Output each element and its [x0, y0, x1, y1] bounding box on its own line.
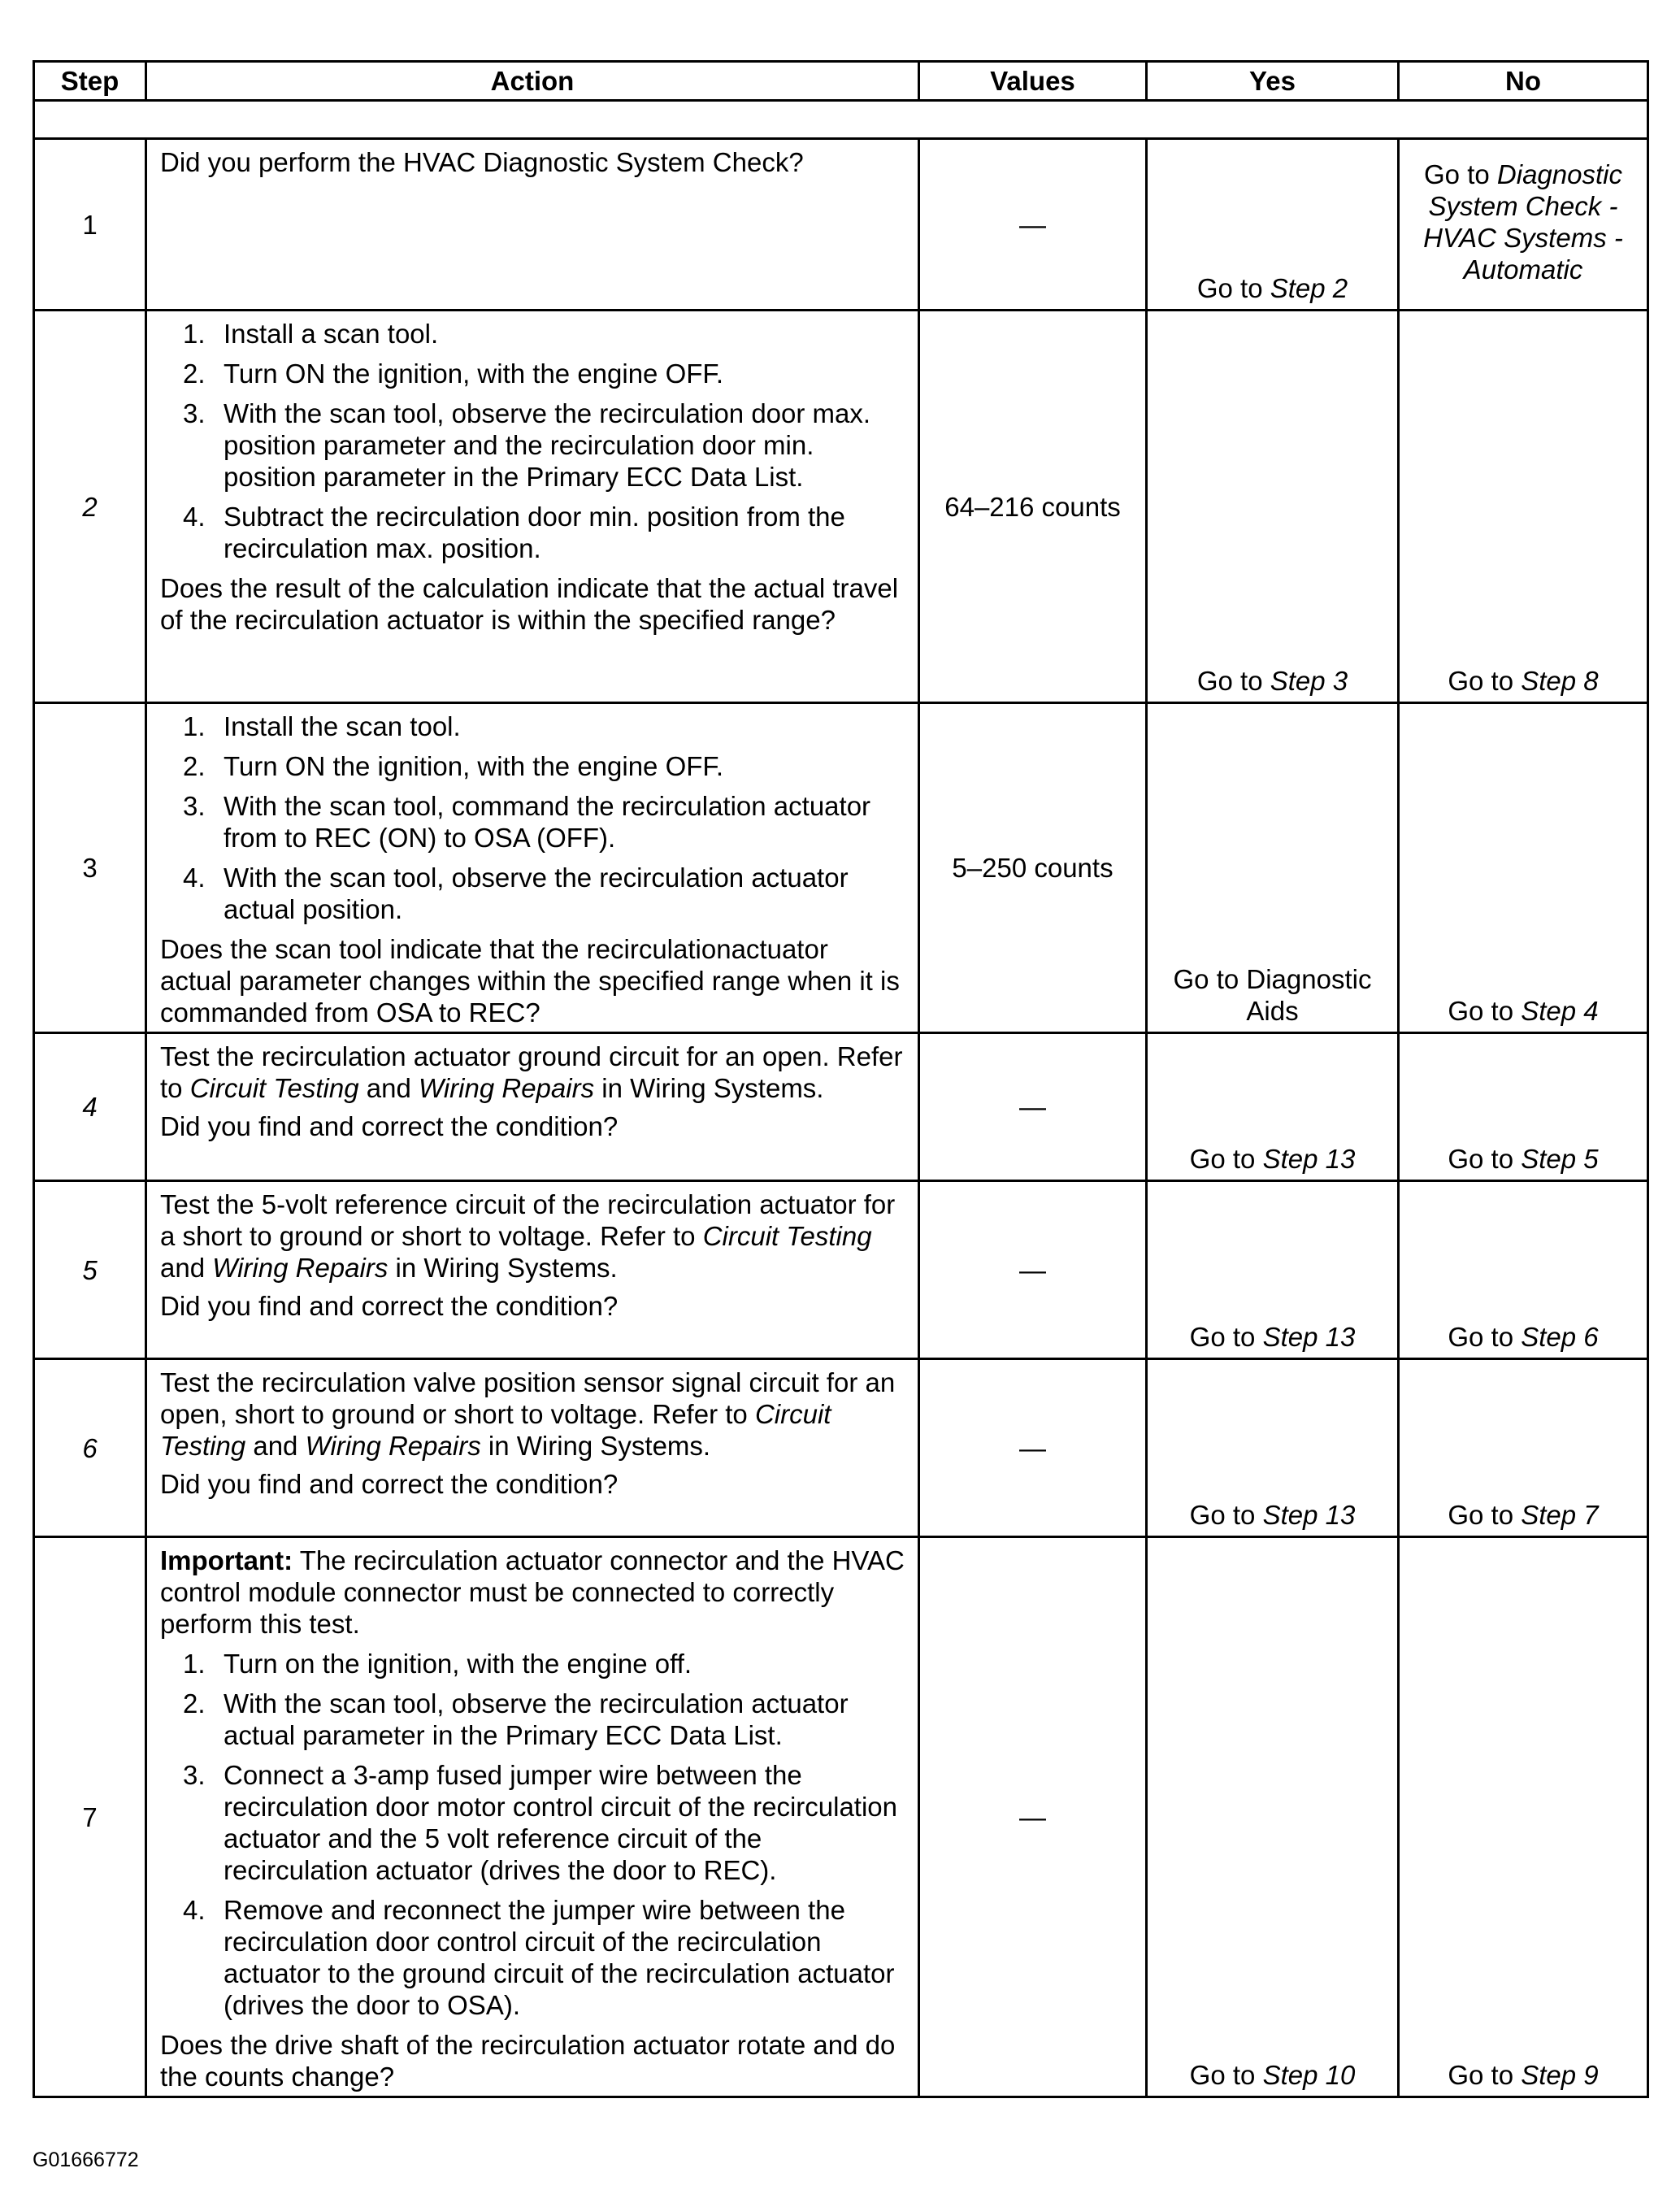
no-prefix: Go to — [1424, 159, 1497, 189]
item-number: 2. — [183, 358, 206, 389]
list-item — [160, 862, 905, 925]
item-text: Connect a 3-amp fused jumper wire between the recirculation door motor control circuit of the recirculation actuator and the 5 volt reference circuit of the recirculation actuator (drives the door to REC). — [224, 1760, 898, 1885]
wiring-repairs-link[interactable]: Wiring Repairs — [212, 1253, 389, 1283]
item-text: With the scan tool, observe the recirculation actuator actual position. — [224, 863, 849, 924]
no-prefix: Go to — [1448, 1500, 1522, 1530]
item-number: 3. — [183, 1760, 206, 1790]
instruction-body: Test the recirculation actuator ground circuit for an open. Refer to — [160, 1041, 903, 1103]
step-number: 6 — [34, 1359, 146, 1537]
step-number: 1 — [34, 139, 146, 311]
value-cell: — — [919, 139, 1147, 311]
table-row — [34, 1033, 1648, 1181]
table-row — [34, 1359, 1648, 1537]
instruction-tail: in Wiring Systems. — [480, 1431, 711, 1461]
item-number: 4. — [183, 1895, 206, 1925]
action-cell — [146, 139, 919, 311]
no-prefix: Go to — [1448, 996, 1522, 1026]
item-text: With the scan tool, command the recirculation actuator from to REC (ON) to OSA (OFF). — [224, 791, 871, 853]
no-cell — [1399, 311, 1648, 703]
table-row — [34, 1181, 1648, 1359]
item-number: 3. — [183, 791, 206, 821]
step-number: 7 — [34, 1537, 146, 2097]
yes-step-link[interactable]: Step 10 — [1262, 2060, 1356, 2090]
header-values: Values — [919, 62, 1147, 101]
spacer-row — [34, 101, 1648, 139]
list-item — [160, 710, 905, 742]
list-item — [160, 501, 905, 564]
item-text: Subtract the recirculation door min. position from the recirculation max. position. — [224, 502, 845, 563]
list-item — [160, 1894, 905, 2021]
header-action: Action — [146, 62, 919, 101]
no-step-link[interactable]: Step 5 — [1521, 1144, 1599, 1174]
no-cell — [1399, 139, 1648, 311]
list-item — [160, 1688, 905, 1751]
value-cell: — — [919, 1359, 1147, 1537]
no-cell — [1399, 703, 1648, 1033]
question-text: Did you find and correct the condition? — [160, 1291, 619, 1321]
wiring-repairs-link[interactable]: Wiring Repairs — [305, 1431, 481, 1461]
instruction-body: Test the recirculation valve position sensor signal circuit for an open, short to ground or short to voltage. Refer to — [160, 1367, 896, 1429]
no-prefix: Go to — [1448, 1144, 1522, 1174]
step-number: 4 — [34, 1033, 146, 1181]
value-cell: — — [919, 1537, 1147, 2097]
no-step-link[interactable]: Step 8 — [1521, 666, 1599, 696]
yes-step-link[interactable]: Step 13 — [1262, 1322, 1356, 1352]
yes-step-link[interactable]: Step 3 — [1270, 666, 1348, 696]
value-cell: — — [919, 1181, 1147, 1359]
table-row — [34, 1537, 1648, 2097]
question-text: Did you find and correct the condition? — [160, 1111, 619, 1141]
figure-id: G01666772 — [33, 2149, 139, 2171]
no-step-link[interactable]: Step 9 — [1521, 2060, 1599, 2090]
list-item — [160, 318, 905, 350]
yes-cell — [1147, 1181, 1399, 1359]
action-cell — [146, 311, 919, 703]
list-item — [160, 1759, 905, 1886]
item-number: 1. — [183, 319, 206, 349]
conjunction: and — [358, 1073, 419, 1103]
no-cell — [1399, 1359, 1648, 1537]
table-row — [34, 703, 1648, 1033]
value-cell: — — [919, 1033, 1147, 1181]
yes-cell — [1147, 139, 1399, 311]
spacer-cell — [34, 101, 1648, 139]
instruction-body: Test the 5-volt reference circuit of the recirculation actuator for a short to ground or short to voltage. Refer to — [160, 1189, 896, 1251]
yes-prefix: Go to — [1189, 1144, 1263, 1174]
item-number: 2. — [183, 751, 206, 781]
yes-prefix: Go to — [1196, 273, 1270, 303]
table-row — [34, 139, 1648, 311]
question-text: Does the result of the calculation indicate that the actual travel of the recirculation actuator is within the specified range? — [160, 573, 899, 635]
important-label: Important: — [160, 1545, 293, 1575]
item-text: Remove and reconnect the jumper wire between the recirculation door control circuit of the recirculation actuator to the ground circuit of the recirculation actuator (drives the door to OSA). — [224, 1895, 895, 2020]
instruction-list — [160, 1648, 905, 2021]
question-text: Does the scan tool indicate that the recirculationactuator actual parameter changes within the specified range when it is commanded from OSA to REC? — [160, 934, 900, 1028]
item-text: With the scan tool, observe the recirculation door max. position parameter and the recirculation door min. position parameter in the Primary ECC Data List. — [224, 398, 871, 492]
item-text: Turn ON the ignition, with the engine OFF. — [224, 358, 724, 389]
question-text: Does the drive shaft of the recirculation actuator rotate and do the counts change? — [160, 2030, 896, 2092]
yes-diagnostic-aids-link[interactable]: Go to Diagnostic Aids — [1173, 964, 1372, 1026]
yes-prefix: Go to — [1189, 1500, 1263, 1530]
no-cell — [1399, 1181, 1648, 1359]
circuit-testing-link[interactable]: Circuit Testing — [702, 1221, 872, 1251]
circuit-testing-link[interactable]: Circuit Testing — [160, 1399, 831, 1461]
instruction-text — [160, 1041, 905, 1104]
header-yes: Yes — [1147, 62, 1399, 101]
yes-prefix: Go to — [1196, 666, 1270, 696]
circuit-testing-link[interactable]: Circuit Testing — [189, 1073, 359, 1103]
diagnostic-table — [33, 60, 1649, 2098]
list-item — [160, 358, 905, 389]
instruction-list — [160, 318, 905, 564]
yes-cell — [1147, 1033, 1399, 1181]
yes-step-link[interactable]: Step 13 — [1262, 1500, 1356, 1530]
question-text: Did you find and correct the condition? — [160, 1469, 619, 1499]
action-cell — [146, 1537, 919, 2097]
list-item — [160, 790, 905, 854]
item-number: 1. — [183, 711, 206, 741]
no-diagnostic-link[interactable]: Diagnostic System Check - HVAC Systems - Automatic — [1423, 159, 1623, 285]
instruction-text — [160, 1367, 905, 1462]
header-no: No — [1399, 62, 1648, 101]
no-step-link[interactable]: Step 7 — [1521, 1500, 1599, 1530]
action-cell — [146, 703, 919, 1033]
wiring-repairs-link[interactable]: Wiring Repairs — [418, 1073, 595, 1103]
yes-cell — [1147, 1359, 1399, 1537]
conjunction: and — [245, 1431, 306, 1461]
action-cell — [146, 1359, 919, 1537]
list-item — [160, 750, 905, 782]
table-row — [34, 311, 1648, 703]
item-number: 4. — [183, 863, 206, 893]
item-text: Turn on the ignition, with the engine off. — [224, 1649, 692, 1679]
question-text: Did you perform the HVAC Diagnostic System Check? — [160, 147, 804, 177]
step-number: 2 — [34, 311, 146, 703]
no-step-link[interactable]: Step 6 — [1521, 1322, 1599, 1352]
item-text: Install the scan tool. — [224, 711, 461, 741]
no-prefix: Go to — [1448, 666, 1522, 696]
instruction-list — [160, 710, 905, 925]
item-number: 3. — [183, 398, 206, 428]
no-cell — [1399, 1537, 1648, 2097]
header-step: Step — [34, 62, 146, 101]
item-text: Install a scan tool. — [224, 319, 439, 349]
yes-step-link[interactable]: Step 2 — [1270, 273, 1348, 303]
list-item — [160, 1648, 905, 1679]
no-prefix: Go to — [1448, 2060, 1522, 2090]
item-number: 4. — [183, 502, 206, 532]
yes-prefix: Go to — [1189, 2060, 1263, 2090]
item-number: 2. — [183, 1688, 206, 1719]
step-number: 3 — [34, 703, 146, 1033]
header-row — [34, 62, 1648, 101]
no-cell — [1399, 1033, 1648, 1181]
item-text: With the scan tool, observe the recirculation actuator actual parameter in the Primary ECC Data List. — [224, 1688, 849, 1750]
value-cell: 5–250 counts — [919, 703, 1147, 1033]
yes-cell — [1147, 703, 1399, 1033]
step-number: 5 — [34, 1181, 146, 1359]
action-cell — [146, 1033, 919, 1181]
item-text: Turn ON the ignition, with the engine OFF. — [224, 751, 724, 781]
no-prefix: Go to — [1448, 1322, 1522, 1352]
item-number: 1. — [183, 1649, 206, 1679]
important-text: The recirculation actuator connector and the HVAC control module connector must be connected to correctly perform this test. — [160, 1545, 905, 1639]
list-item — [160, 398, 905, 493]
value-cell: 64–216 counts — [919, 311, 1147, 703]
important-note — [160, 1545, 905, 1640]
conjunction: and — [160, 1253, 213, 1283]
instruction-text — [160, 1188, 905, 1284]
yes-prefix: Go to — [1189, 1322, 1263, 1352]
instruction-tail: in Wiring Systems. — [594, 1073, 824, 1103]
instruction-tail: in Wiring Systems. — [388, 1253, 618, 1283]
yes-step-link[interactable]: Step 13 — [1262, 1144, 1356, 1174]
yes-cell — [1147, 311, 1399, 703]
no-step-link[interactable]: Step 4 — [1521, 996, 1599, 1026]
yes-cell — [1147, 1537, 1399, 2097]
action-cell — [146, 1181, 919, 1359]
